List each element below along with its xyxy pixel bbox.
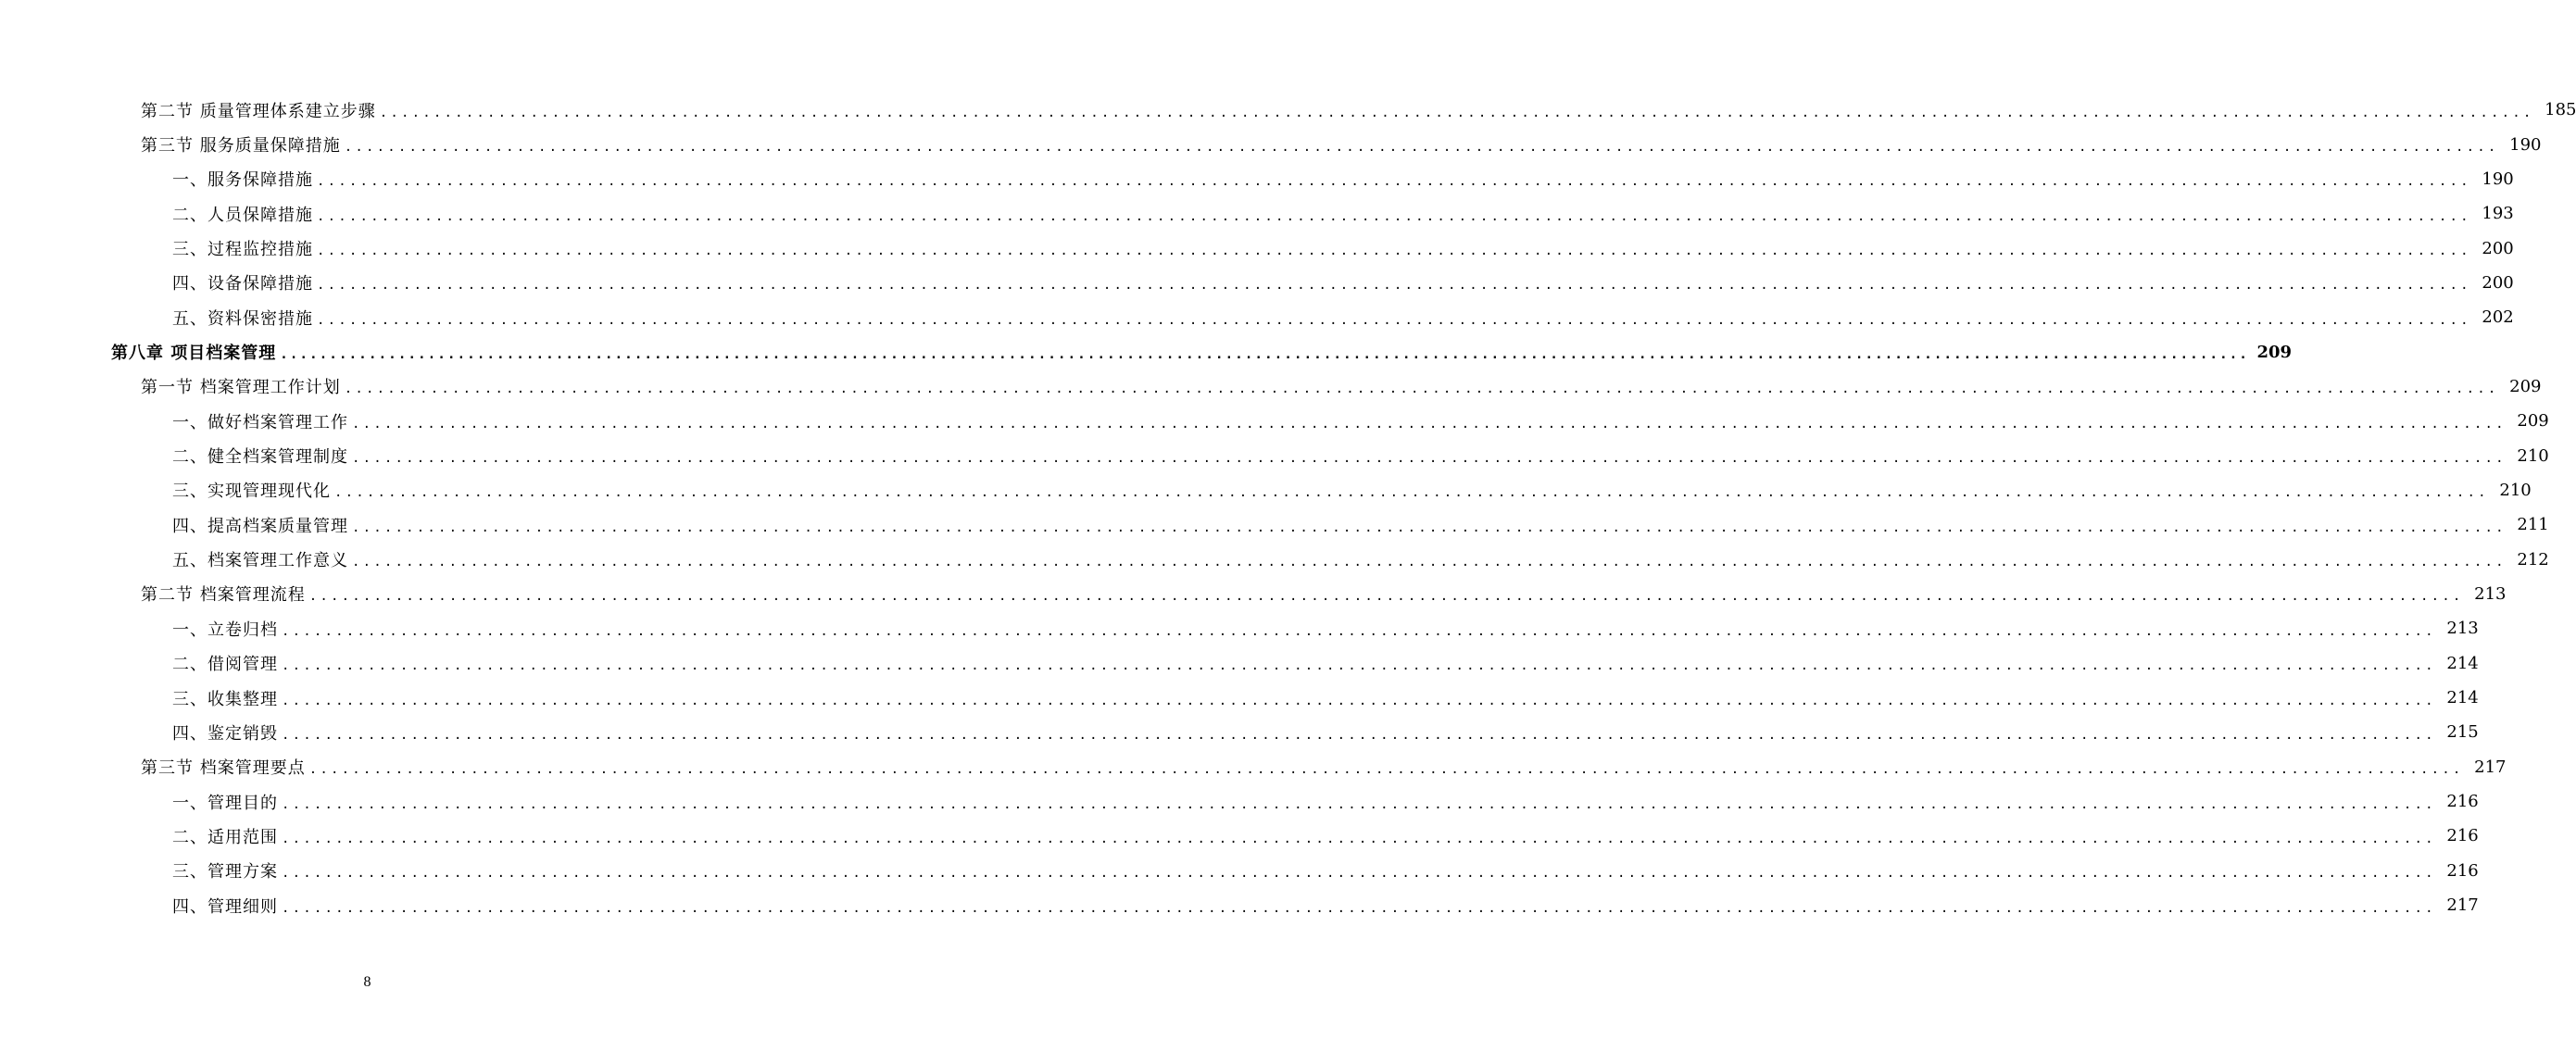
toc-dot-leader: ........................................................................................................................................................................................................ (352, 451, 2507, 467)
toc-entry-title: 三、实现管理现代化 (172, 482, 331, 502)
toc-entry-page-number: 209 (2256, 342, 2293, 362)
toc-entry[interactable] (0, 127, 2542, 161)
toc-entry-page-number: 193 (2482, 204, 2514, 224)
toc-entry-title: 一、做好档案管理工作 (172, 412, 348, 432)
toc-entry-title: 二、适用范围 (172, 827, 278, 847)
toc-dot-leader: ........................................................................................................................................................................................................ (317, 208, 2471, 224)
toc-entry-title: 第二节 档案管理流程 (141, 585, 306, 606)
toc-entry[interactable] (0, 888, 2479, 922)
toc-entry-title: 一、服务保障措施 (172, 170, 313, 191)
toc-entry-title: 第三节 档案管理要点 (141, 758, 306, 779)
toc-entry-page-number: 213 (2474, 583, 2507, 604)
toc-entry-page-number: 190 (2482, 169, 2514, 189)
toc-entry-title: 四、管理细则 (172, 896, 278, 917)
toc-dot-leader: ........................................................................................................................................................................................................ (317, 174, 2471, 190)
toc-entry-title: 三、管理方案 (172, 862, 278, 883)
toc-entry-page-number: 213 (2446, 619, 2479, 639)
toc-entry[interactable] (0, 507, 2549, 542)
toc-entry[interactable] (0, 646, 2479, 681)
toc-entry[interactable] (0, 438, 2549, 472)
toc-entry[interactable] (0, 784, 2479, 819)
toc-entry-title: 四、鉴定销毁 (172, 723, 278, 744)
toc-dot-leader: ........................................................................................................................................................................................................ (282, 623, 2436, 639)
toc-entry-page-number: 200 (2482, 272, 2514, 293)
toc-entry[interactable] (0, 231, 2514, 265)
toc-dot-leader: ........................................................................................................................................................................................................ (308, 762, 2464, 778)
toc-entry-page-number: 209 (2517, 411, 2549, 432)
toc-entry-page-number: 216 (2446, 826, 2479, 846)
toc-dot-leader: ........................................................................................................................................................................................................ (282, 693, 2436, 708)
toc-dot-leader: ........................................................................................................................................................................................................ (282, 900, 2436, 916)
toc-entry-title: 第二节 质量管理体系建立步骤 (141, 101, 376, 121)
toc-entry[interactable] (0, 750, 2507, 784)
toc-entry[interactable] (0, 854, 2479, 888)
toc-entry-page-number: 214 (2446, 653, 2479, 673)
toc-entry[interactable] (0, 681, 2479, 715)
toc-entry[interactable] (0, 611, 2479, 645)
toc-entry-title: 四、提高档案质量管理 (172, 516, 348, 536)
toc-entry[interactable] (0, 369, 2542, 404)
toc-entry-page-number: 215 (2446, 722, 2479, 743)
toc-entry-page-number: 217 (2474, 757, 2507, 777)
toc-entry-title: 一、立卷归档 (172, 620, 278, 640)
toc-entry-title: 第一节 档案管理工作计划 (141, 378, 341, 398)
toc-entry-page-number: 190 (2509, 134, 2542, 155)
toc-entry[interactable] (0, 819, 2479, 853)
toc-entry[interactable] (0, 404, 2549, 438)
toc-dot-leader: ........................................................................................................................................................................................................ (282, 796, 2436, 812)
toc-dot-leader: ........................................................................................................................................................................................................ (308, 589, 2464, 605)
toc-entry-page-number: 209 (2509, 376, 2542, 396)
toc-dot-leader: ........................................................................................................................................................................................................ (334, 485, 2489, 501)
toc-entry-page-number: 210 (2499, 480, 2532, 500)
toc-dot-leader: ........................................................................................................................................................................................................ (352, 416, 2507, 432)
toc-entry[interactable] (0, 162, 2514, 196)
toc-entry-page-number: 217 (2446, 895, 2479, 916)
toc-entry-title: 第八章 项目档案管理 (111, 344, 277, 364)
toc-entry-title: 二、健全档案管理制度 (172, 447, 348, 468)
toc-entry-page-number: 211 (2517, 515, 2549, 535)
toc-entry[interactable] (0, 93, 2576, 127)
toc-entry[interactable] (0, 266, 2514, 300)
toc-dot-leader: ........................................................................................................................................................................................................ (280, 347, 2250, 363)
toc-dot-leader: ........................................................................................................................................................................................................ (282, 831, 2436, 846)
toc-entry-page-number: 185 (2545, 100, 2576, 120)
toc-entry[interactable] (0, 334, 2293, 369)
toc-dot-leader: ........................................................................................................................................................................................................ (344, 382, 2499, 397)
toc-entry[interactable] (0, 542, 2549, 576)
toc-entry-title: 二、借阅管理 (172, 655, 278, 675)
toc-entry-page-number: 202 (2482, 307, 2514, 328)
toc-dot-leader: ........................................................................................................................................................................................................ (317, 278, 2471, 294)
table-of-contents (0, 93, 2576, 922)
toc-entry[interactable] (0, 196, 2514, 231)
toc-entry-title: 五、资料保密措施 (172, 308, 313, 329)
toc-entry[interactable] (0, 715, 2479, 749)
toc-entry-title: 五、档案管理工作意义 (172, 551, 348, 571)
page-number: 8 (363, 974, 371, 990)
toc-entry-page-number: 214 (2446, 688, 2479, 708)
toc-entry-title: 四、设备保障措施 (172, 274, 313, 294)
toc-dot-leader: ........................................................................................................................................................................................................ (317, 312, 2471, 328)
toc-entry-page-number: 200 (2482, 238, 2514, 258)
toc-entry-page-number: 216 (2446, 860, 2479, 881)
toc-entry-page-number: 216 (2446, 792, 2479, 812)
toc-dot-leader: ........................................................................................................................................................................................................ (317, 244, 2471, 259)
toc-dot-leader: ........................................................................................................................................................................................................ (379, 105, 2534, 120)
toc-dot-leader: ........................................................................................................................................................................................................ (282, 866, 2436, 882)
toc-dot-leader: ........................................................................................................................................................................................................ (282, 658, 2436, 674)
toc-entry-page-number: 210 (2517, 445, 2549, 466)
toc-dot-leader: ........................................................................................................................................................................................................ (344, 140, 2499, 156)
toc-dot-leader: ........................................................................................................................................................................................................ (282, 727, 2436, 743)
toc-entry-title: 三、收集整理 (172, 689, 278, 709)
toc-entry[interactable] (0, 473, 2532, 507)
toc-entry-title: 二、人员保障措施 (172, 205, 313, 225)
toc-entry[interactable] (0, 300, 2514, 334)
toc-entry-title: 三、过程监控措施 (172, 240, 313, 260)
toc-entry-title: 第三节 服务质量保障措施 (141, 136, 341, 156)
toc-entry-title: 一、管理目的 (172, 793, 278, 813)
toc-entry-page-number: 212 (2517, 549, 2549, 570)
toc-entry[interactable] (0, 577, 2507, 611)
toc-dot-leader: ........................................................................................................................................................................................................ (352, 555, 2507, 570)
toc-dot-leader: ........................................................................................................................................................................................................ (352, 520, 2507, 535)
